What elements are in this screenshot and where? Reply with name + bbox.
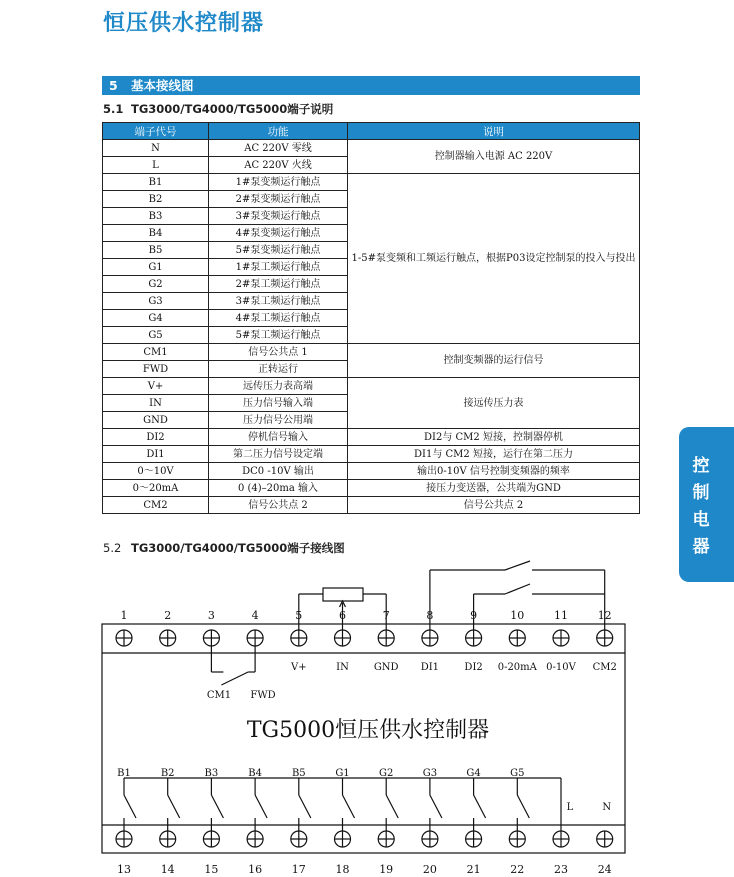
- cell-function: 1#泵变频运行触点: [209, 174, 348, 191]
- bottom-terminal-number: 22: [510, 863, 525, 876]
- relay-contact-switch: [168, 795, 180, 818]
- fwd-switch: [221, 672, 248, 685]
- side-tab-char: 器: [692, 537, 710, 557]
- bottom-terminal-number: 19: [379, 863, 394, 876]
- side-tab-char: 制: [692, 483, 710, 503]
- cell-code: G1: [103, 259, 209, 276]
- top-terminal-number: 4: [251, 609, 259, 622]
- relay-contact-switch: [386, 795, 398, 818]
- cell-function: 2#泵工频运行触点: [209, 276, 348, 293]
- cell-code: N: [103, 140, 209, 157]
- cell-function: 停机信号输入: [209, 429, 348, 446]
- cell-description: DI1与 CM2 短接，运行在第二压力: [348, 446, 640, 463]
- top-terminal-number: 11: [554, 609, 568, 622]
- bottom-terminal-number: 24: [597, 863, 612, 876]
- cell-function: 5#泵工频运行触点: [209, 327, 348, 344]
- cell-function: 3#泵变频运行触点: [209, 208, 348, 225]
- relay-contact-switch: [255, 795, 267, 818]
- cell-code: B5: [103, 242, 209, 259]
- top-terminal-number: 12: [597, 609, 612, 622]
- bottom-terminal-number: 13: [117, 863, 131, 876]
- subsection-2-number: 5.2: [103, 541, 122, 555]
- relay-contact-switch: [124, 795, 136, 818]
- section-title: 基本接线图: [131, 78, 194, 93]
- bottom-terminal-number: 16: [248, 863, 263, 876]
- subsection-2-title: TG3000/TG4000/TG5000端子接线图: [131, 541, 345, 555]
- page-title: 恒压供水控制器: [103, 11, 265, 36]
- top-terminal-number: 7: [382, 609, 390, 622]
- fwd-label: FWD: [250, 690, 276, 701]
- cell-code: B3: [103, 208, 209, 225]
- relay-contact-label: B3: [204, 768, 219, 779]
- cell-function: AC 220V 火线: [209, 157, 348, 174]
- top-terminal-number: 1: [120, 609, 128, 622]
- cell-code: G3: [103, 293, 209, 310]
- cell-function: 正转运行: [209, 361, 348, 378]
- relay-contact-label: G3: [422, 768, 438, 779]
- cell-function: 2#泵变频运行触点: [209, 191, 348, 208]
- top-terminal-label: IN: [336, 662, 349, 673]
- relay-contact-switch: [299, 795, 311, 818]
- cell-code: CM1: [103, 344, 209, 361]
- relay-contact-label: B2: [160, 768, 175, 779]
- di2-switch: [505, 584, 530, 594]
- top-terminal-number: 8: [426, 609, 434, 622]
- relay-contact-label: B1: [117, 768, 131, 779]
- top-terminal-number: 9: [470, 609, 478, 622]
- subsection-1-number: 5.1: [103, 102, 124, 116]
- relay-contact-label: G1: [335, 768, 350, 779]
- cell-function: 5#泵变频运行触点: [209, 242, 348, 259]
- relay-contact-switch: [343, 795, 355, 818]
- power-terminal-label: N: [602, 802, 612, 813]
- cell-function: 第二压力信号设定端: [209, 446, 348, 463]
- bottom-terminal-number: 21: [466, 863, 481, 876]
- cell-code: CM2: [103, 497, 209, 514]
- cell-code: IN: [103, 395, 209, 412]
- cell-code: B1: [103, 174, 209, 191]
- top-terminal-label: 0-20mA: [497, 662, 537, 673]
- cell-code: V+: [103, 378, 209, 395]
- top-terminal-label: GND: [373, 662, 399, 673]
- cell-code: 0～10V: [103, 463, 209, 480]
- cell-code: DI2: [103, 429, 209, 446]
- bottom-terminal-number: 15: [204, 863, 219, 876]
- cell-function: 3#泵工频运行触点: [209, 293, 348, 310]
- cell-description: 接压力变送器，公共端为GND: [348, 480, 640, 497]
- top-terminal-number: 5: [295, 609, 303, 622]
- relay-contact-switch: [211, 795, 223, 818]
- cell-code: GND: [103, 412, 209, 429]
- relay-contact-label: B5: [291, 768, 306, 779]
- header-description: 说明: [348, 123, 640, 140]
- cell-function: 4#泵工频运行触点: [209, 310, 348, 327]
- cell-function: AC 220V 零线: [209, 140, 348, 157]
- side-tab-char: 电: [692, 510, 710, 530]
- cell-code: B4: [103, 225, 209, 242]
- top-terminal-number: 3: [207, 609, 215, 622]
- bottom-terminal-number: 18: [335, 863, 350, 876]
- diagram-title: TG5000恒压供水控制器: [246, 718, 490, 743]
- relay-contact-switch: [430, 795, 442, 818]
- relay-contact-label: B4: [248, 768, 262, 779]
- di1-switch: [505, 561, 530, 570]
- bottom-terminal-number: 20: [422, 863, 437, 876]
- cell-description: 接远传压力表: [348, 378, 640, 429]
- top-terminal-label: 0-10V: [546, 662, 576, 673]
- cell-description: 1-5#泵变频和工频运行触点，根据P03设定控制泵的投入与投出: [348, 174, 640, 344]
- cell-code: G2: [103, 276, 209, 293]
- cell-code: G5: [103, 327, 209, 344]
- cell-code: G4: [103, 310, 209, 327]
- cell-description: 信号公共点 2: [348, 497, 640, 514]
- relay-contact-switch: [517, 795, 529, 818]
- relay-contact-label: G2: [379, 768, 394, 779]
- subsection-1-title: TG3000/TG4000/TG5000端子说明: [131, 102, 334, 116]
- relay-contact-label: G5: [510, 768, 525, 779]
- side-tab-char: 控: [692, 456, 710, 476]
- top-terminal-label: DI1: [420, 662, 440, 673]
- cell-code: L: [103, 157, 209, 174]
- cell-description: DI2与 CM2 短接，控制器停机: [348, 429, 640, 446]
- cell-function: 4#泵变频运行触点: [209, 225, 348, 242]
- top-terminal-label: DI2: [464, 662, 483, 673]
- top-terminal-number: 10: [510, 609, 525, 622]
- power-terminal-label: L: [566, 802, 574, 813]
- relay-contact-label: G4: [466, 768, 481, 779]
- cell-function: 信号公共点 1: [209, 344, 348, 361]
- potentiometer: [323, 588, 363, 601]
- cell-function: 信号公共点 2: [209, 497, 348, 514]
- relay-contact-switch: [474, 795, 486, 818]
- cell-function: 压力信号公用端: [209, 412, 348, 429]
- cell-description: 输出0-10V 信号控制变频器的频率: [348, 463, 640, 480]
- bottom-terminal-number: 23: [554, 863, 568, 876]
- cm1-label: CM1: [206, 690, 232, 701]
- top-terminal-label: CM2: [592, 662, 617, 673]
- cell-function: 0 (4)–20ma 输入: [209, 480, 348, 497]
- header-function: 功能: [209, 123, 348, 140]
- header-code: 端子代号: [103, 123, 209, 140]
- bottom-terminal-number: 17: [291, 863, 306, 876]
- top-terminal-number: 2: [164, 609, 172, 622]
- cell-function: 远传压力表高端: [209, 378, 348, 395]
- cell-function: DC0 -10V 输出: [209, 463, 348, 480]
- cell-code: 0～20mA: [103, 480, 209, 497]
- section-number: 5: [109, 78, 118, 93]
- top-terminal-number: 6: [339, 609, 346, 622]
- cell-description: 控制变频器的运行信号: [348, 344, 640, 378]
- bottom-terminal-number: 14: [160, 863, 175, 876]
- cell-code: B2: [103, 191, 209, 208]
- cell-function: 1#泵工频运行触点: [209, 259, 348, 276]
- top-terminal-label: V+: [290, 662, 307, 673]
- cell-function: 压力信号输入端: [209, 395, 348, 412]
- cell-code: FWD: [103, 361, 209, 378]
- cell-description: 控制器输入电源 AC 220V: [348, 140, 640, 174]
- cell-code: DI1: [103, 446, 209, 463]
